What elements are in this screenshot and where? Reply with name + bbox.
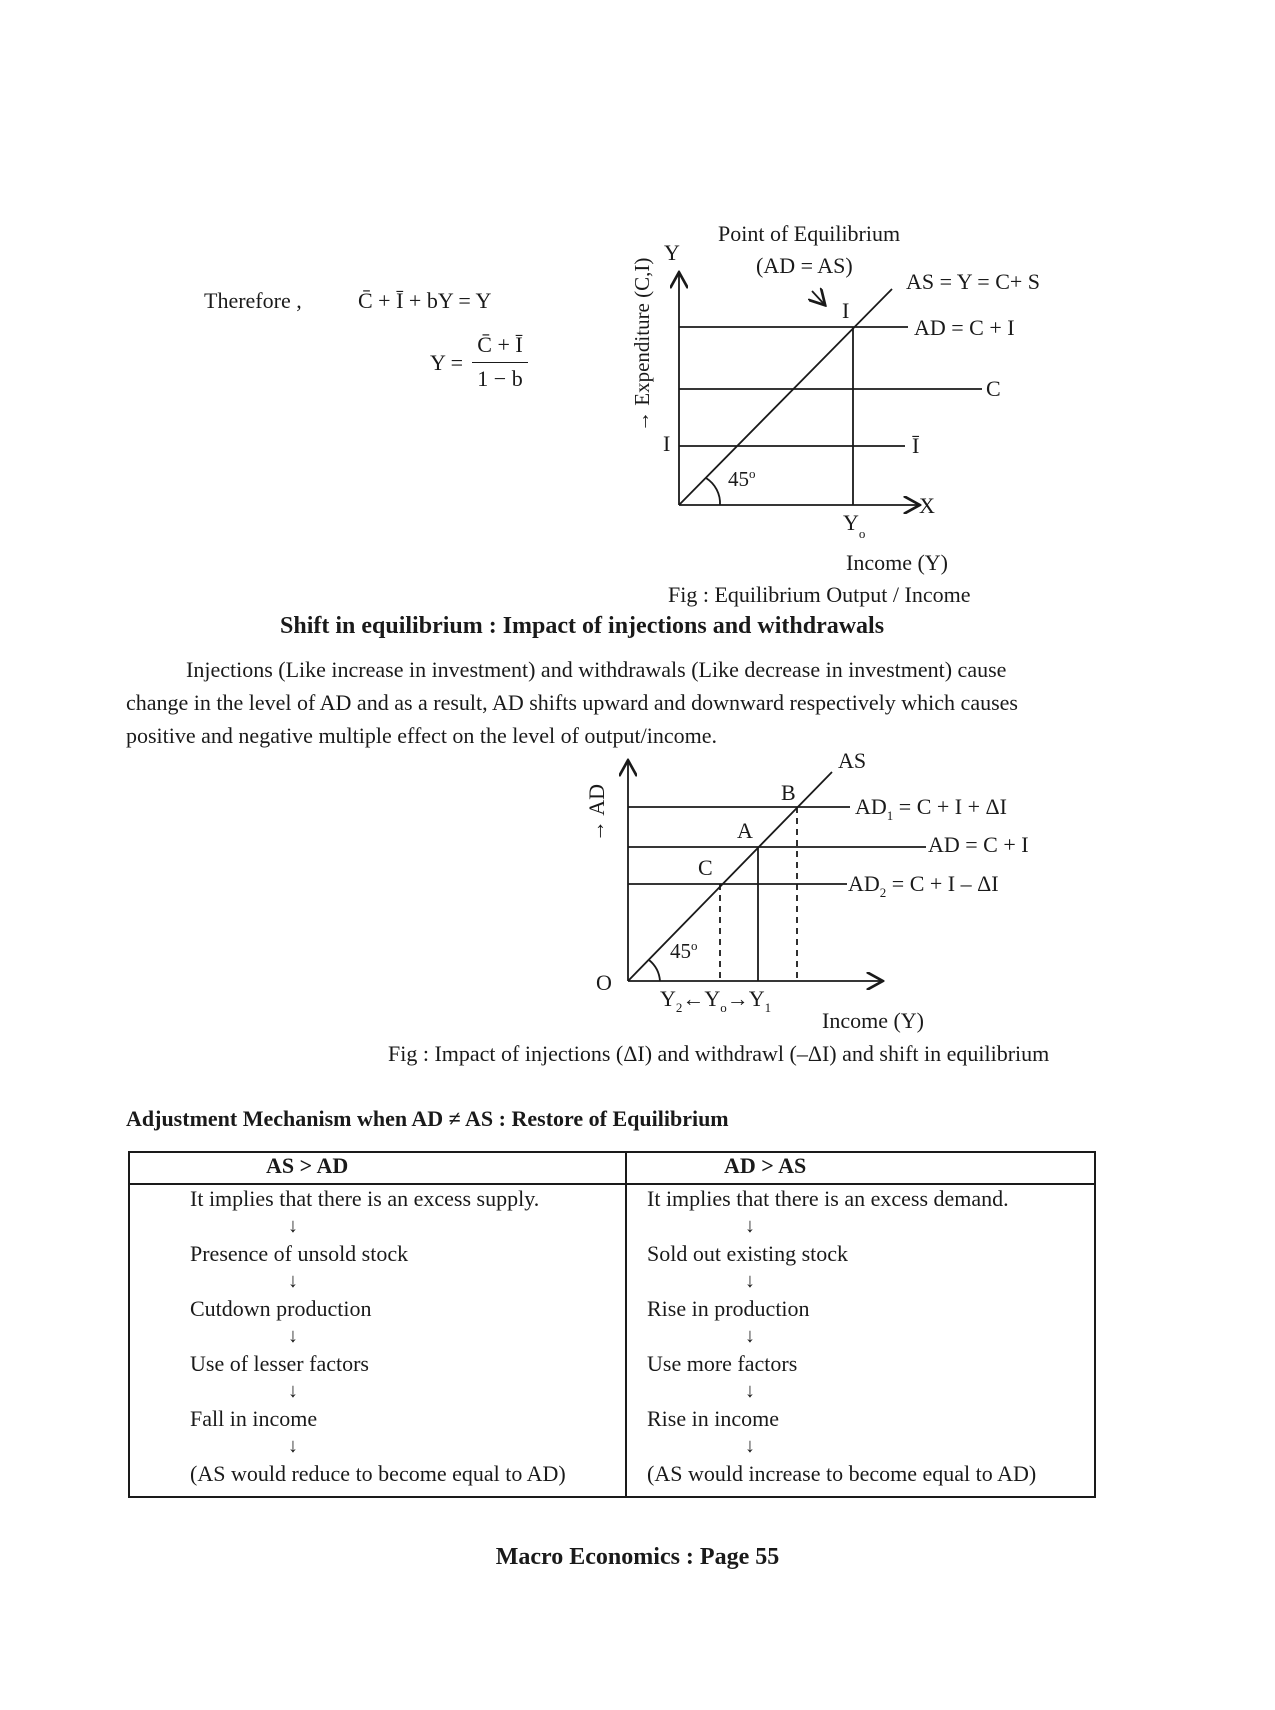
down-arrow-icon: ↓ [745, 1435, 755, 1457]
left-step-6: (AS would reduce to become equal to AD) [190, 1461, 566, 1486]
fig1-ad-label: AD = C + I [914, 315, 1015, 340]
left-step-3: Cutdown production [190, 1296, 372, 1321]
paragraph-line-1: Injections (Like increase in investment) and withdrawals (Like decrease in investment) cause [186, 657, 1007, 682]
left-step-2: Presence of unsold stock [190, 1241, 409, 1266]
fig1-c-label: C [986, 376, 1001, 401]
down-arrow-icon: ↓ [288, 1380, 298, 1402]
fig2-45-degree-line [628, 772, 832, 981]
down-arrow-icon: ↓ [745, 1380, 755, 1402]
fraction-numerator: C̄ + Ī [477, 332, 523, 357]
y-lhs: Y = [430, 350, 463, 375]
therefore-label: Therefore , [204, 288, 302, 313]
fig1-y-letter: Y [664, 240, 680, 265]
section-heading: Shift in equilibrium : Impact of injections and withdrawals [280, 613, 885, 639]
fig2-x-axis-label: Income (Y) [822, 1008, 925, 1033]
equation: C̄ + Ī + bY = Y [358, 288, 492, 313]
fig2-point-b: B [781, 780, 796, 805]
fig2-ad2-label: $AD_2 = C + I - \Delta I$ [848, 871, 999, 900]
fig2-y-labels: $Y_2\leftarrow Y_o\to Y_1$ [660, 986, 772, 1015]
fig1-i-axis-label: I [663, 431, 671, 456]
fig2-origin: O [596, 970, 612, 995]
down-arrow-icon: ↓ [288, 1325, 298, 1347]
left-step-1: It implies that there is an excess supply. [190, 1186, 540, 1211]
table-column-ad-gt-as [626, 1184, 1095, 1497]
fig2-y-axis-label: → AD [584, 783, 609, 842]
fraction-denominator: 1 − b [477, 366, 523, 391]
left-step-5: Fall in income [190, 1406, 318, 1431]
adjustment-table [128, 1151, 1096, 1498]
right-step-5: Rise in income [647, 1406, 779, 1431]
fig2-ad1-label: $AD_1 = C + I + \Delta I$ [855, 794, 1007, 823]
fig2-point-c: C [698, 855, 713, 880]
fig1-y0-label: $Y_o$ [843, 510, 866, 541]
fig2-point-a: A [737, 818, 753, 843]
fig1-title-line1: Point of Equilibrium [718, 221, 901, 246]
adjustment-heading: Adjustment Mechanism when AD ≠ AS : Restore of Equilibrium [126, 1106, 729, 1131]
right-step-1: It implies that there is an excess demand. [647, 1186, 1009, 1211]
page-footer: Macro Economics : Page 55 [495, 1544, 780, 1570]
fig2-as-label: AS [838, 748, 867, 773]
fig1-x-letter: X [919, 493, 935, 518]
down-arrow-icon: ↓ [288, 1215, 298, 1237]
table-header-as-gt-ad: AS > AD [129, 1152, 626, 1184]
down-arrow-icon: ↓ [745, 1325, 755, 1347]
fig1-x-axis-label: Income (Y) [846, 550, 949, 575]
fig2-caption: Fig : Impact of injections (ΔI) and withdrawl (–ΔI) and shift in equilibrium [388, 1041, 1050, 1066]
fig1-y-axis-label: → Expenditure (C,I) [630, 257, 654, 432]
paragraph-line-2: change in the level of AD and as a result, AD shifts upward and downward respectively which causes [126, 690, 1018, 715]
right-step-6: (AS would increase to become equal to AD) [647, 1461, 1037, 1486]
right-step-3: Rise in production [647, 1296, 810, 1321]
fig1-angle-label: 45$^o$ [728, 466, 756, 491]
fig2-ad-label: AD = C + I [928, 832, 1029, 857]
table-column-as-gt-ad [129, 1184, 626, 1497]
down-arrow-icon: ↓ [288, 1435, 298, 1457]
fig2-angle-arc [649, 960, 660, 981]
fig1-as-label: AS = Y = C+ S [906, 269, 1041, 294]
table-header-ad-gt-as: AD > AS [626, 1152, 1095, 1184]
down-arrow-icon: ↓ [745, 1215, 755, 1237]
down-arrow-icon: ↓ [288, 1270, 298, 1292]
fig2-angle-label: 45$^o$ [670, 938, 698, 963]
fig1-point-i: I [842, 298, 850, 323]
left-step-4: Use of lesser factors [190, 1351, 369, 1376]
paragraph-line-3: positive and negative multiple effect on the level of output/income. [126, 723, 717, 748]
fig1-title-line2: (AD = AS) [756, 253, 853, 278]
down-arrow-icon: ↓ [745, 1270, 755, 1292]
right-step-4: Use more factors [647, 1351, 798, 1376]
fig1-caption: Fig : Equilibrium Output / Income [668, 582, 971, 607]
right-step-2: Sold out existing stock [647, 1241, 849, 1266]
fig1-ibar-label: Ī [912, 433, 920, 458]
